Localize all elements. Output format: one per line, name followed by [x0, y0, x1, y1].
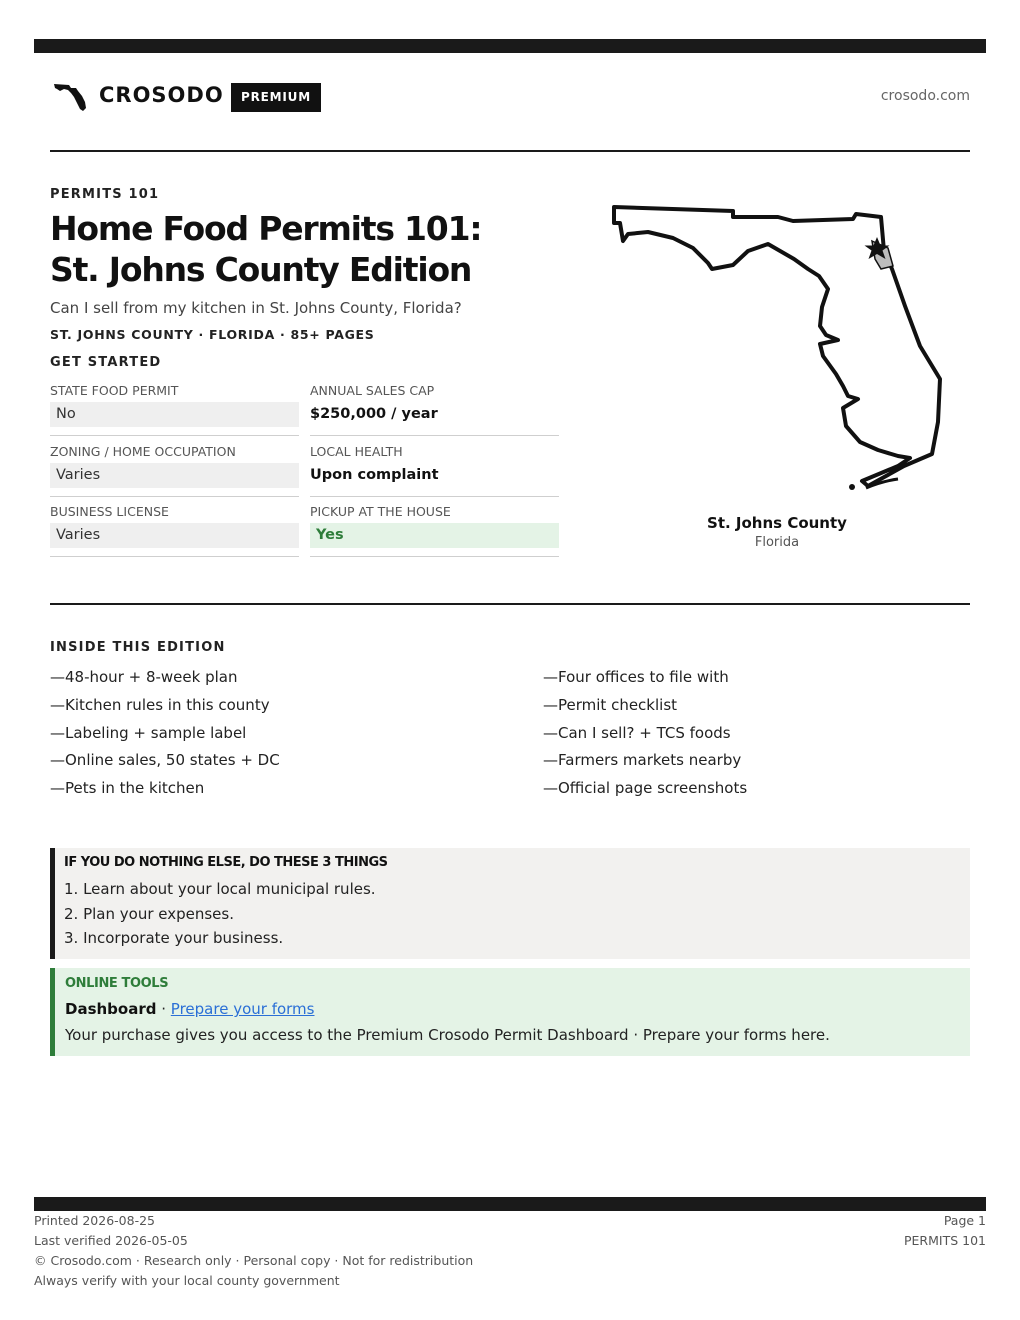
list-item: —Pets in the kitchen — [50, 779, 205, 797]
key-dot — [849, 484, 855, 490]
callout-item: 1. Learn about your local municipal rules. — [64, 880, 376, 898]
list-item: —Farmers markets nearby — [543, 751, 742, 770]
footer-section: PERMITS 101 — [904, 1233, 986, 1248]
get-started-heading: GET STARTED — [50, 355, 162, 370]
premium-badge: PREMIUM — [231, 83, 321, 112]
fact-local-health — [310, 442, 559, 497]
three-things-callout — [50, 848, 970, 959]
florida-map — [598, 196, 958, 501]
fact-value: Varies — [50, 463, 299, 488]
fact-state-food-permit — [50, 381, 299, 436]
callout-list — [64, 879, 376, 953]
callout-item: 3. Incorporate your business. — [64, 929, 284, 947]
fact-label: LOCAL HEALTH — [310, 444, 403, 459]
site-domain: crosodo.com — [880, 88, 970, 104]
top-bar — [34, 39, 986, 53]
fact-label: PICKUP AT THE HOUSE — [310, 504, 451, 519]
list-item: —Four offices to file with — [543, 668, 729, 686]
prepare-forms-link[interactable]: Prepare your forms — [170, 1000, 315, 1018]
fact-label: ANNUAL SALES CAP — [310, 383, 435, 398]
list-item: —Can I sell? + TCS foods — [543, 723, 731, 742]
list-item: —Labeling + sample label — [50, 723, 247, 742]
disclaimer: Always verify with your local county government — [34, 1273, 340, 1288]
edition-meta: ST. JOHNS COUNTY · FLORIDA · 85+ PAGES — [50, 327, 375, 342]
fact-label: ZONING / HOME OCCUPATION — [50, 444, 236, 459]
inside-list-right — [543, 666, 963, 805]
tools-dashboard-line — [65, 1000, 314, 1018]
header-divider — [50, 150, 970, 152]
fact-business-license — [50, 502, 299, 557]
fact-value: Upon complaint — [310, 467, 439, 483]
tools-title: ONLINE TOOLS — [65, 976, 169, 991]
inside-list-left — [50, 666, 470, 805]
callout-item: 2. Plan your expenses. — [64, 904, 234, 923]
tools-description: Your purchase gives you access to the Premium Crosodo Permit Dashboard · Prepare your forms here. — [65, 1026, 830, 1044]
fact-zoning — [50, 442, 299, 497]
header — [50, 78, 970, 118]
fact-label: BUSINESS LICENSE — [50, 504, 169, 519]
verified-date: Last verified 2026-05-05 — [34, 1233, 188, 1248]
list-item: —Kitchen rules in this county — [50, 695, 270, 714]
fact-value: Varies — [50, 523, 299, 548]
eyebrow: PERMITS 101 — [50, 187, 160, 202]
copyright-notice: © Crosodo.com · Research only · Personal copy · Not for redistribution — [34, 1253, 474, 1268]
page-subtitle: Can I sell from my kitchen in St. Johns County, Florida? — [50, 299, 462, 317]
brand-name: CROSODO — [99, 83, 224, 107]
fact-value: $250,000 / year — [310, 406, 438, 422]
fact-value: No — [50, 402, 299, 427]
list-item: —48-hour + 8-week plan — [50, 668, 238, 686]
online-tools-box — [50, 968, 970, 1056]
fact-annual-sales-cap — [310, 381, 559, 436]
callout-title: IF YOU DO NOTHING ELSE, DO THESE 3 THINGS — [64, 855, 388, 870]
page-title: Home Food Permits 101: St. Johns County Edition — [50, 209, 482, 289]
fact-label: STATE FOOD PERMIT — [50, 383, 179, 398]
section-divider — [50, 603, 970, 605]
printed-date: Printed 2026-08-25 — [34, 1213, 155, 1228]
map-state-name: Florida — [754, 535, 800, 550]
tools-separator: · — [156, 1000, 171, 1018]
fact-pickup-at-house — [310, 502, 559, 557]
list-item: —Official page screenshots — [543, 779, 748, 797]
page-number: Page 1 — [943, 1213, 986, 1228]
list-item: —Online sales, 50 states + DC — [50, 751, 280, 770]
dashboard-label: Dashboard — [65, 1000, 157, 1018]
bottom-bar — [34, 1197, 986, 1211]
map-county-name: St. Johns County — [707, 514, 847, 532]
florida-silhouette-icon — [52, 80, 90, 112]
inside-heading: INSIDE THIS EDITION — [50, 640, 226, 655]
fact-value: Yes — [310, 523, 559, 548]
florida-outline — [614, 207, 940, 486]
list-item: —Permit checklist — [543, 695, 678, 714]
